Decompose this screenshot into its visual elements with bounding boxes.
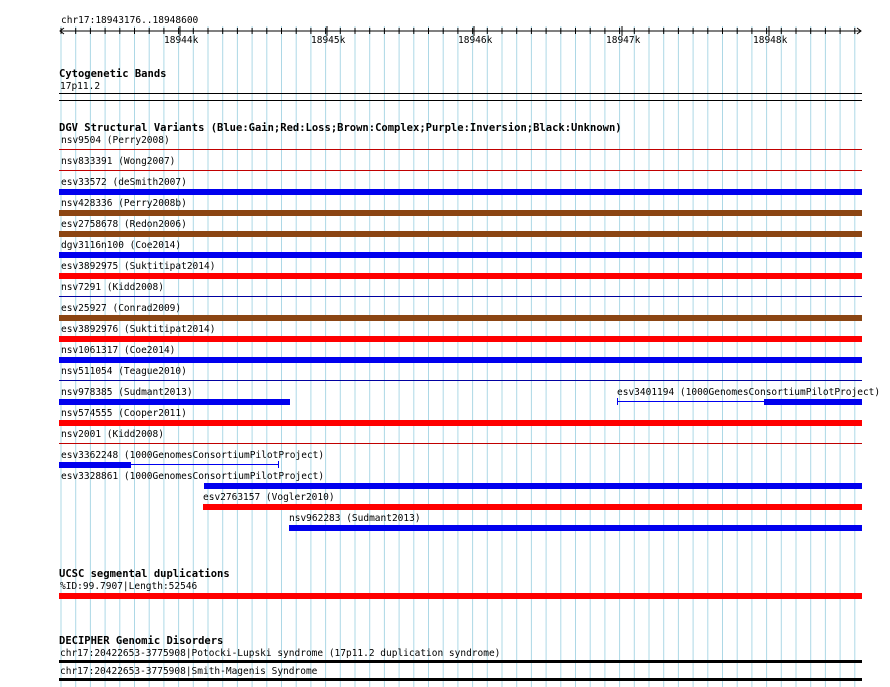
ruler-tick-label: 18945k bbox=[311, 35, 346, 46]
variant-label[interactable]: nsv7291 (Kidd2008) bbox=[61, 282, 164, 293]
variant-bar-gain[interactable] bbox=[764, 399, 862, 405]
ruler-tick-label: 18946k bbox=[458, 35, 493, 46]
variant-label[interactable]: nsv962283 (Sudmant2013) bbox=[289, 513, 421, 524]
variant-bar-gain[interactable] bbox=[59, 252, 862, 258]
variant-label[interactable]: nsv9504 (Perry2008) bbox=[61, 135, 170, 146]
track-title-segdup[interactable]: UCSC segmental duplications bbox=[59, 568, 230, 580]
variant-label[interactable]: esv3328861 (1000GenomesConsortiumPilotProject) bbox=[61, 471, 325, 482]
variant-bar-gain[interactable] bbox=[59, 357, 862, 363]
variant-label[interactable]: esv2763157 (Vogler2010) bbox=[203, 492, 335, 503]
variant-bar-complex[interactable] bbox=[59, 231, 862, 237]
variant-bar-gain[interactable] bbox=[204, 483, 862, 489]
variant-label[interactable]: esv3892975 (Suktitipat2014) bbox=[61, 261, 216, 272]
variant-separator bbox=[59, 149, 862, 150]
track-border bbox=[59, 100, 862, 101]
cytoband-label: 17p11.2 bbox=[60, 81, 101, 92]
variant-bar-gain[interactable] bbox=[59, 462, 131, 468]
variant-bar-loss[interactable] bbox=[203, 504, 862, 510]
variant-bar-gain[interactable] bbox=[289, 525, 862, 531]
variant-separator bbox=[59, 380, 862, 381]
variant-label[interactable]: esv3892976 (Suktitipat2014) bbox=[61, 324, 216, 335]
variant-bar-loss[interactable] bbox=[59, 336, 862, 342]
variant-bar-complex[interactable] bbox=[59, 210, 862, 216]
variant-label[interactable]: nsv1061317 (Coe2014) bbox=[61, 345, 176, 356]
variant-label[interactable]: dgv3116n100 (Coe2014) bbox=[61, 240, 182, 251]
decipher-entry-label[interactable]: chr17:20422653-3775908|Smith-Magenis Syndrome bbox=[60, 666, 318, 677]
cytoband-feature[interactable] bbox=[59, 93, 862, 94]
decipher-bar[interactable] bbox=[59, 678, 862, 681]
variant-tick bbox=[278, 461, 279, 468]
segdup-bar[interactable] bbox=[59, 593, 862, 599]
ruler-tick-label: 18944k bbox=[164, 35, 199, 46]
segdup-label[interactable]: %ID:99.7907|Length:52546 bbox=[60, 581, 198, 592]
variant-separator bbox=[59, 296, 862, 297]
variant-label[interactable]: esv3362248 (1000GenomesConsortiumPilotProject) bbox=[61, 450, 325, 461]
variant-bar-gain[interactable] bbox=[59, 189, 862, 195]
variant-bar-gain[interactable] bbox=[59, 399, 290, 405]
variant-separator bbox=[59, 170, 862, 171]
variant-label[interactable]: nsv833391 (Wong2007) bbox=[61, 156, 176, 167]
decipher-bar[interactable] bbox=[59, 660, 862, 663]
variant-label[interactable]: esv2758678 (Redon2006) bbox=[61, 219, 187, 230]
variant-label[interactable]: nsv978385 (Sudmant2013) bbox=[61, 387, 193, 398]
variant-label[interactable]: esv25927 (Conrad2009) bbox=[61, 303, 182, 314]
variant-label[interactable]: nsv2001 (Kidd2008) bbox=[61, 429, 164, 440]
variant-bar-loss[interactable] bbox=[59, 273, 862, 279]
variant-connector bbox=[131, 464, 278, 465]
variant-label[interactable]: esv33572 (deSmith2007) bbox=[61, 177, 187, 188]
variant-label[interactable]: nsv511054 (Teague2010) bbox=[61, 366, 187, 377]
variant-connector bbox=[618, 401, 764, 402]
variant-label[interactable]: nsv574555 (Cooper2011) bbox=[61, 408, 187, 419]
ruler-position-label: chr17:18943176..18948600 bbox=[61, 15, 199, 26]
variant-bar-loss[interactable] bbox=[59, 420, 862, 426]
variant-label[interactable]: nsv428336 (Perry2008b) bbox=[61, 198, 187, 209]
track-title-decipher[interactable]: DECIPHER Genomic Disorders bbox=[59, 635, 224, 647]
ruler-tick-label: 18947k bbox=[606, 35, 641, 46]
track-title-cytoband[interactable]: Cytogenetic Bands bbox=[59, 68, 167, 80]
ruler-tick-label: 18948k bbox=[753, 35, 788, 46]
decipher-entry-label[interactable]: chr17:20422653-3775908|Potocki-Lupski syndrome (17p11.2 duplication syndrome) bbox=[60, 648, 501, 659]
variant-label[interactable]: esv3401194 (1000GenomesConsortiumPilotProject) bbox=[617, 387, 881, 398]
track-title-dgv[interactable]: DGV Structural Variants (Blue:Gain;Red:Loss;Brown:Complex;Purple:Inversion;Black:Unknown) bbox=[59, 122, 622, 134]
variant-tick bbox=[617, 398, 618, 405]
variant-separator bbox=[59, 443, 862, 444]
variant-bar-complex[interactable] bbox=[59, 315, 862, 321]
